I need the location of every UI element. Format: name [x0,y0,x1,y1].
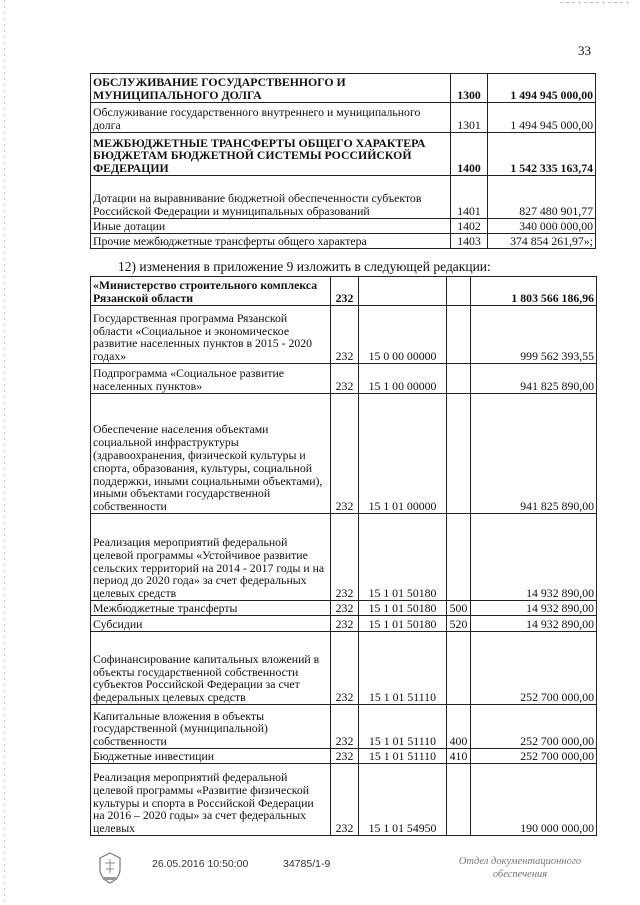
row-name: Субсидии [91,616,331,632]
row-grbs: 232 [331,616,359,632]
amendment-heading: 12) изменения в приложение 9 изложить в следующей редакции: [118,259,491,274]
row-sum: 1 542 335 163,74 [488,133,596,176]
row-target-code: 15 1 01 51110 [359,632,447,705]
table-row [91,306,597,364]
row-grbs: 232 [331,514,359,601]
row-name: Софинансирование капитальных вложений в объекты государственной собственности субъектов Российской Федерации за счет федеральных целевых средств [91,632,331,705]
row-name: Обеспечение населения объектами социальной инфраструктуры (здравоохранения, физической культуры и спорта, образования, культуры, социальной поддержки, иными социальными объектами), иными объектами государственной собственности [91,394,331,514]
footer-timestamp: 26.05.2016 10:50:00 [152,858,249,870]
row-target-code: 15 0 00 00000 [359,306,447,364]
row-sum: 1 803 566 186,96 [471,277,597,306]
table-row [91,764,597,836]
row-grbs: 232 [331,749,359,764]
table-row [91,749,597,764]
table-row [91,277,597,306]
department-stamp [450,855,590,881]
table-row [91,103,596,133]
row-expense-type [447,764,471,836]
row-sum: 14 932 890,00 [471,616,597,632]
row-name: МЕЖБЮДЖЕТНЫЕ ТРАНСФЕРТЫ ОБЩЕГО ХАРАКТЕРА БЮДЖЕТАМ БЮДЖЕТНОЙ СИСТЕМЫ РОССИЙСКОЙ ФЕДЕРАЦИИ [91,133,451,176]
row-expense-type: 410 [447,749,471,764]
row-name: Дотации на выравнивание бюджетной обеспеченности субъектов Российской Федерации и муниципальных образований [91,176,451,219]
row-target-code: 15 1 01 50180 [359,514,447,601]
row-name: «Министерство строительного комплекса Рязанской области [91,277,331,306]
budget-sections-table [90,73,596,249]
row-sum: 14 932 890,00 [471,514,597,601]
row-target-code: 15 1 01 50180 [359,601,447,616]
row-name: Бюджетные инвестиции [91,749,331,764]
footer-document-id: 34785/1-9 [283,858,331,870]
row-grbs: 232 [331,705,359,749]
table-row [91,219,596,234]
row-expense-type [447,277,471,306]
row-sum: 941 825 890,00 [471,364,597,394]
row-target-code: 15 1 01 54950 [359,764,447,836]
row-sum: 340 000 000,00 [488,219,596,234]
table-row [91,394,597,514]
row-expense-type: 500 [447,601,471,616]
table-row [91,632,597,705]
row-grbs: 232 [331,394,359,514]
row-sum: 252 700 000,00 [471,749,597,764]
row-code: 1401 [451,176,488,219]
row-target-code: 15 1 01 51110 [359,705,447,749]
row-expense-type: 400 [447,705,471,749]
row-sum: 1 494 945 000,00 [488,74,596,103]
row-grbs: 232 [331,632,359,705]
table-row [91,74,596,103]
row-expense-type [447,306,471,364]
table-row [91,601,597,616]
row-name: Подпрограмма «Социальное развитие населенных пунктов» [91,364,331,394]
row-code: 1400 [451,133,488,176]
row-sum: 252 700 000,00 [471,705,597,749]
row-code: 1300 [451,74,488,103]
row-grbs: 232 [331,364,359,394]
table-row [91,133,596,176]
row-grbs: 232 [331,277,359,306]
stamp-line-1: Отдел документационного [458,856,582,867]
row-sum: 827 480 901,77 [488,176,596,219]
row-expense-type [447,364,471,394]
row-sum: 999 562 393,55 [471,306,597,364]
row-target-code: 15 1 01 00000 [359,394,447,514]
row-grbs: 232 [331,306,359,364]
row-name: Иные дотации [91,219,451,234]
row-expense-type: 520 [447,616,471,632]
row-code: 1301 [451,103,488,133]
table-row [91,705,597,749]
row-name: Прочие межбюджетные трансферты общего характера [91,234,451,249]
table-row [91,176,596,219]
row-expense-type [447,514,471,601]
row-sum: 941 825 890,00 [471,394,597,514]
table-row [91,364,597,394]
ministry-expenditures-table [90,276,597,836]
row-sum: 1 494 945 000,00 [488,103,596,133]
row-target-code: 15 1 01 50180 [359,616,447,632]
table-row [91,616,597,632]
row-grbs: 232 [331,601,359,616]
row-name: Реализация мероприятий федеральной целевой программы «Развитие физической культуры и спорта в Российской Федерации на 2016 – 2020 годы» за счет федеральных целевых [91,764,331,836]
row-sum: 14 932 890,00 [471,601,597,616]
row-code: 1402 [451,219,488,234]
table-row [91,514,597,601]
row-name: Капитальные вложения в объекты государственной (муниципальной) собственности [91,705,331,749]
row-name: Реализация мероприятий федеральной целевой программы «Устойчивое развитие сельских территорий на 2014 - 2017 годы и на период до 2020 года» за счет федеральных целевых средств [91,514,331,601]
row-target-code [359,277,447,306]
row-code: 1403 [451,234,488,249]
table-row [91,234,596,249]
row-name: Государственная программа Рязанской области «Социальное и экономическое развитие населенных пунктов в 2015 - 2020 годах» [91,306,331,364]
top-mark [560,2,630,3]
page-number: 33 [578,43,591,58]
row-target-code: 15 1 01 51110 [359,749,447,764]
row-expense-type [447,632,471,705]
row-grbs: 232 [331,764,359,836]
row-sum: 252 700 000,00 [471,632,597,705]
margin-rule [4,0,5,905]
row-target-code: 15 1 00 00000 [359,364,447,394]
row-name: ОБСЛУЖИВАНИЕ ГОСУДАРСТВЕННОГО И МУНИЦИПАЛЬНОГО ДОЛГА [91,74,451,103]
row-name: Обслуживание государственного внутреннего и муниципального долга [91,103,451,133]
stamp-line-2: обеспечения [492,869,548,880]
row-name: Межбюджетные трансферты [91,601,331,616]
coat-of-arms-logo [96,851,124,885]
row-sum: 190 000 000,00 [471,764,597,836]
row-sum: 374 854 261,97»; [488,234,596,249]
row-expense-type [447,394,471,514]
